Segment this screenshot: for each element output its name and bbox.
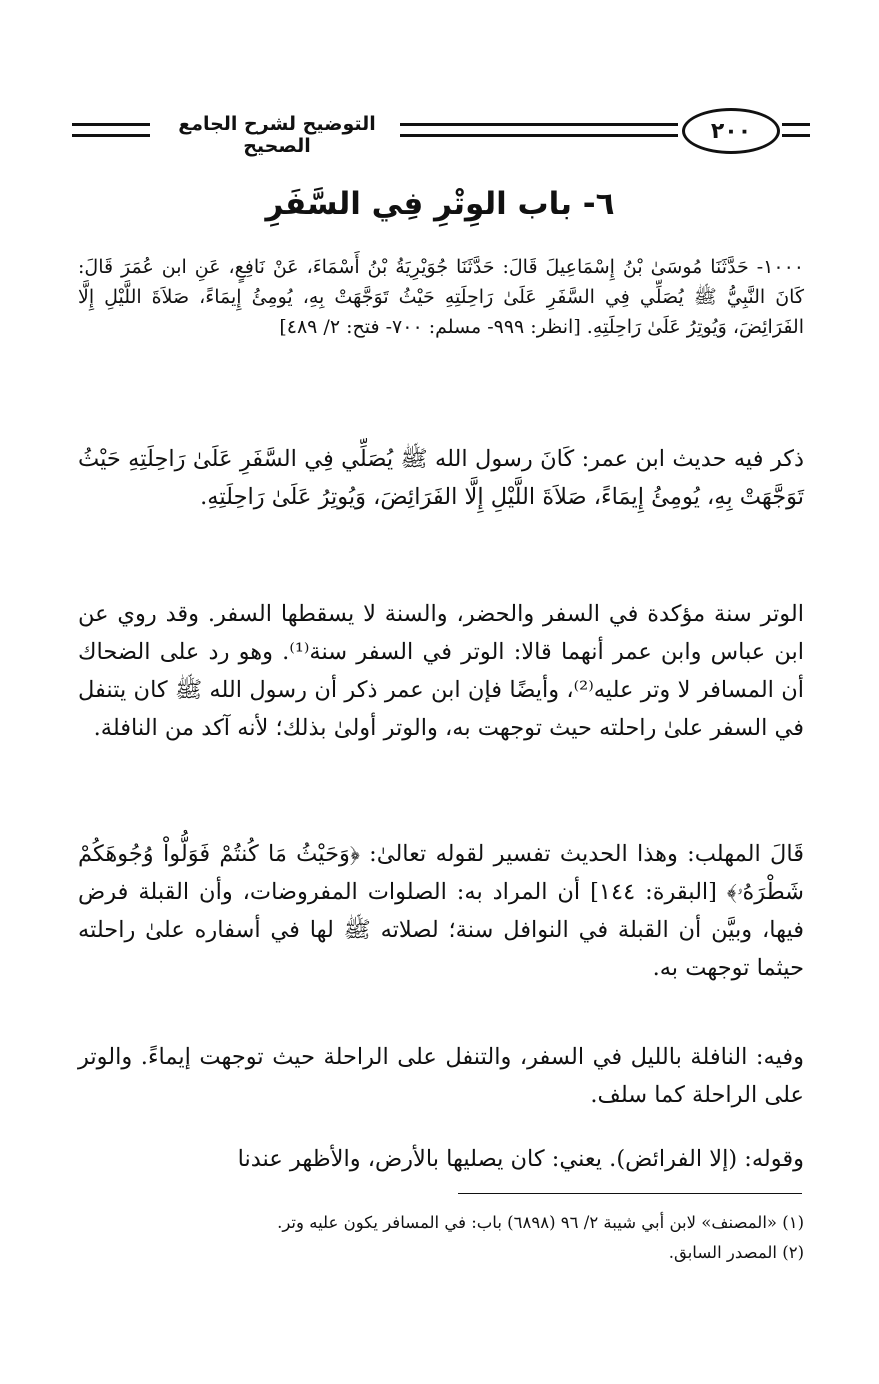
commentary-paragraph: قَالَ المهلب: وهذا الحديث تفسير لقوله تعالىٰ: ﴿وَحَيْثُ مَا كُنتُمْ فَوَلُّواْ وُجُوهَكُمْ شَطْرَهُۥ﴾ [البقرة: ١٤٤] أن المراد به: الصلوات المفروضات، وأن القبلة فرض فيها، وبيَّن أن القبلة في النوافل سنة؛ لصلاته ﷺ لها في أسفاره علىٰ راحلته حيثما توجهت به. bbox=[78, 841, 804, 981]
page-number: ٢٠٠ bbox=[682, 108, 780, 154]
header-rule-right bbox=[782, 123, 810, 137]
footnote: (٢) المصدر السابق. bbox=[668, 1243, 804, 1262]
header-rule-left bbox=[72, 123, 150, 137]
running-title: التوضيح لشرح الجامع الصحيح bbox=[178, 113, 376, 157]
commentary-paragraph: وفيه: النافلة بالليل في السفر، والتنفل على الراحلة حيث توجهت إيماءً. والوتر على الراحلة كما سلف. bbox=[78, 1044, 804, 1108]
footnotes bbox=[78, 1208, 804, 1268]
commentary-paragraph: وقوله: (إلا الفرائض). يعني: كان يصليها بالأرض، والأظهر عندنا bbox=[237, 1146, 804, 1172]
commentary-paragraph: الوتر سنة مؤكدة في السفر والحضر، والسنة لا يسقطها السفر. وقد روي عن ابن عباس وابن عمر أنهما قالا: الوتر في السفر سنة⁽¹⁾. وهو رد على الضحاك أن المسافر لا وتر عليه⁽²⁾، وأيضًا فإن ابن عمر ذكر أن رسول الله ﷺ كان يتنفل في السفر علىٰ راحلته حيث توجهت به، والوتر أولىٰ بذلك؛ لأنه آكد من النافلة. bbox=[78, 601, 804, 741]
chapter-title: ٦- باب الوِتْرِ فِي السَّفَرِ bbox=[265, 186, 615, 222]
footnote-separator bbox=[458, 1193, 802, 1194]
running-header bbox=[70, 108, 810, 162]
hadith-text: ١٠٠٠- حَدَّثَنَا مُوسَىٰ بْنُ إِسْمَاعِيلَ قَالَ: حَدَّثَنَا جُوَيْرِيَةُ بْنُ أَسْمَاءَ، عَنْ نَافِعٍ، عَنِ ابن عُمَرَ قَالَ: كَانَ النَّبِيُّ ﷺ يُصَلِّي فِي السَّفَرِ عَلَىٰ رَاحِلَتِهِ حَيْثُ تَوَجَّهَتْ بِهِ، يُومِئُ إِيمَاءً، صَلاَةَ اللَّيْلِ إِلَّا الفَرَائِضَ، وَيُوتِرُ عَلَىٰ رَاحِلَتِهِ. [انظر: ٩٩٩- مسلم: ٧٠٠- فتح: ٢/ ٤٨٩] bbox=[78, 256, 804, 338]
footnote: (١) «المصنف» لابن أبي شيبة ٢/ ٩٦ (٦٨٩٨) باب: في المسافر يكون عليه وتر. bbox=[277, 1213, 804, 1232]
commentary-paragraph: ذكر فيه حديث ابن عمر: كَانَ رسول الله ﷺ يُصَلِّي فِي السَّفَرِ عَلَىٰ رَاحِلَتِهِ حَيْثُ تَوَجَّهَتْ بِهِ، يُومِئُ إِيمَاءً، صَلاَةَ اللَّيْلِ إِلَّا الفَرَائِضَ، وَيُوتِرُ عَلَىٰ رَاحِلَتِهِ. bbox=[78, 446, 804, 510]
header-rule-middle bbox=[400, 123, 678, 137]
